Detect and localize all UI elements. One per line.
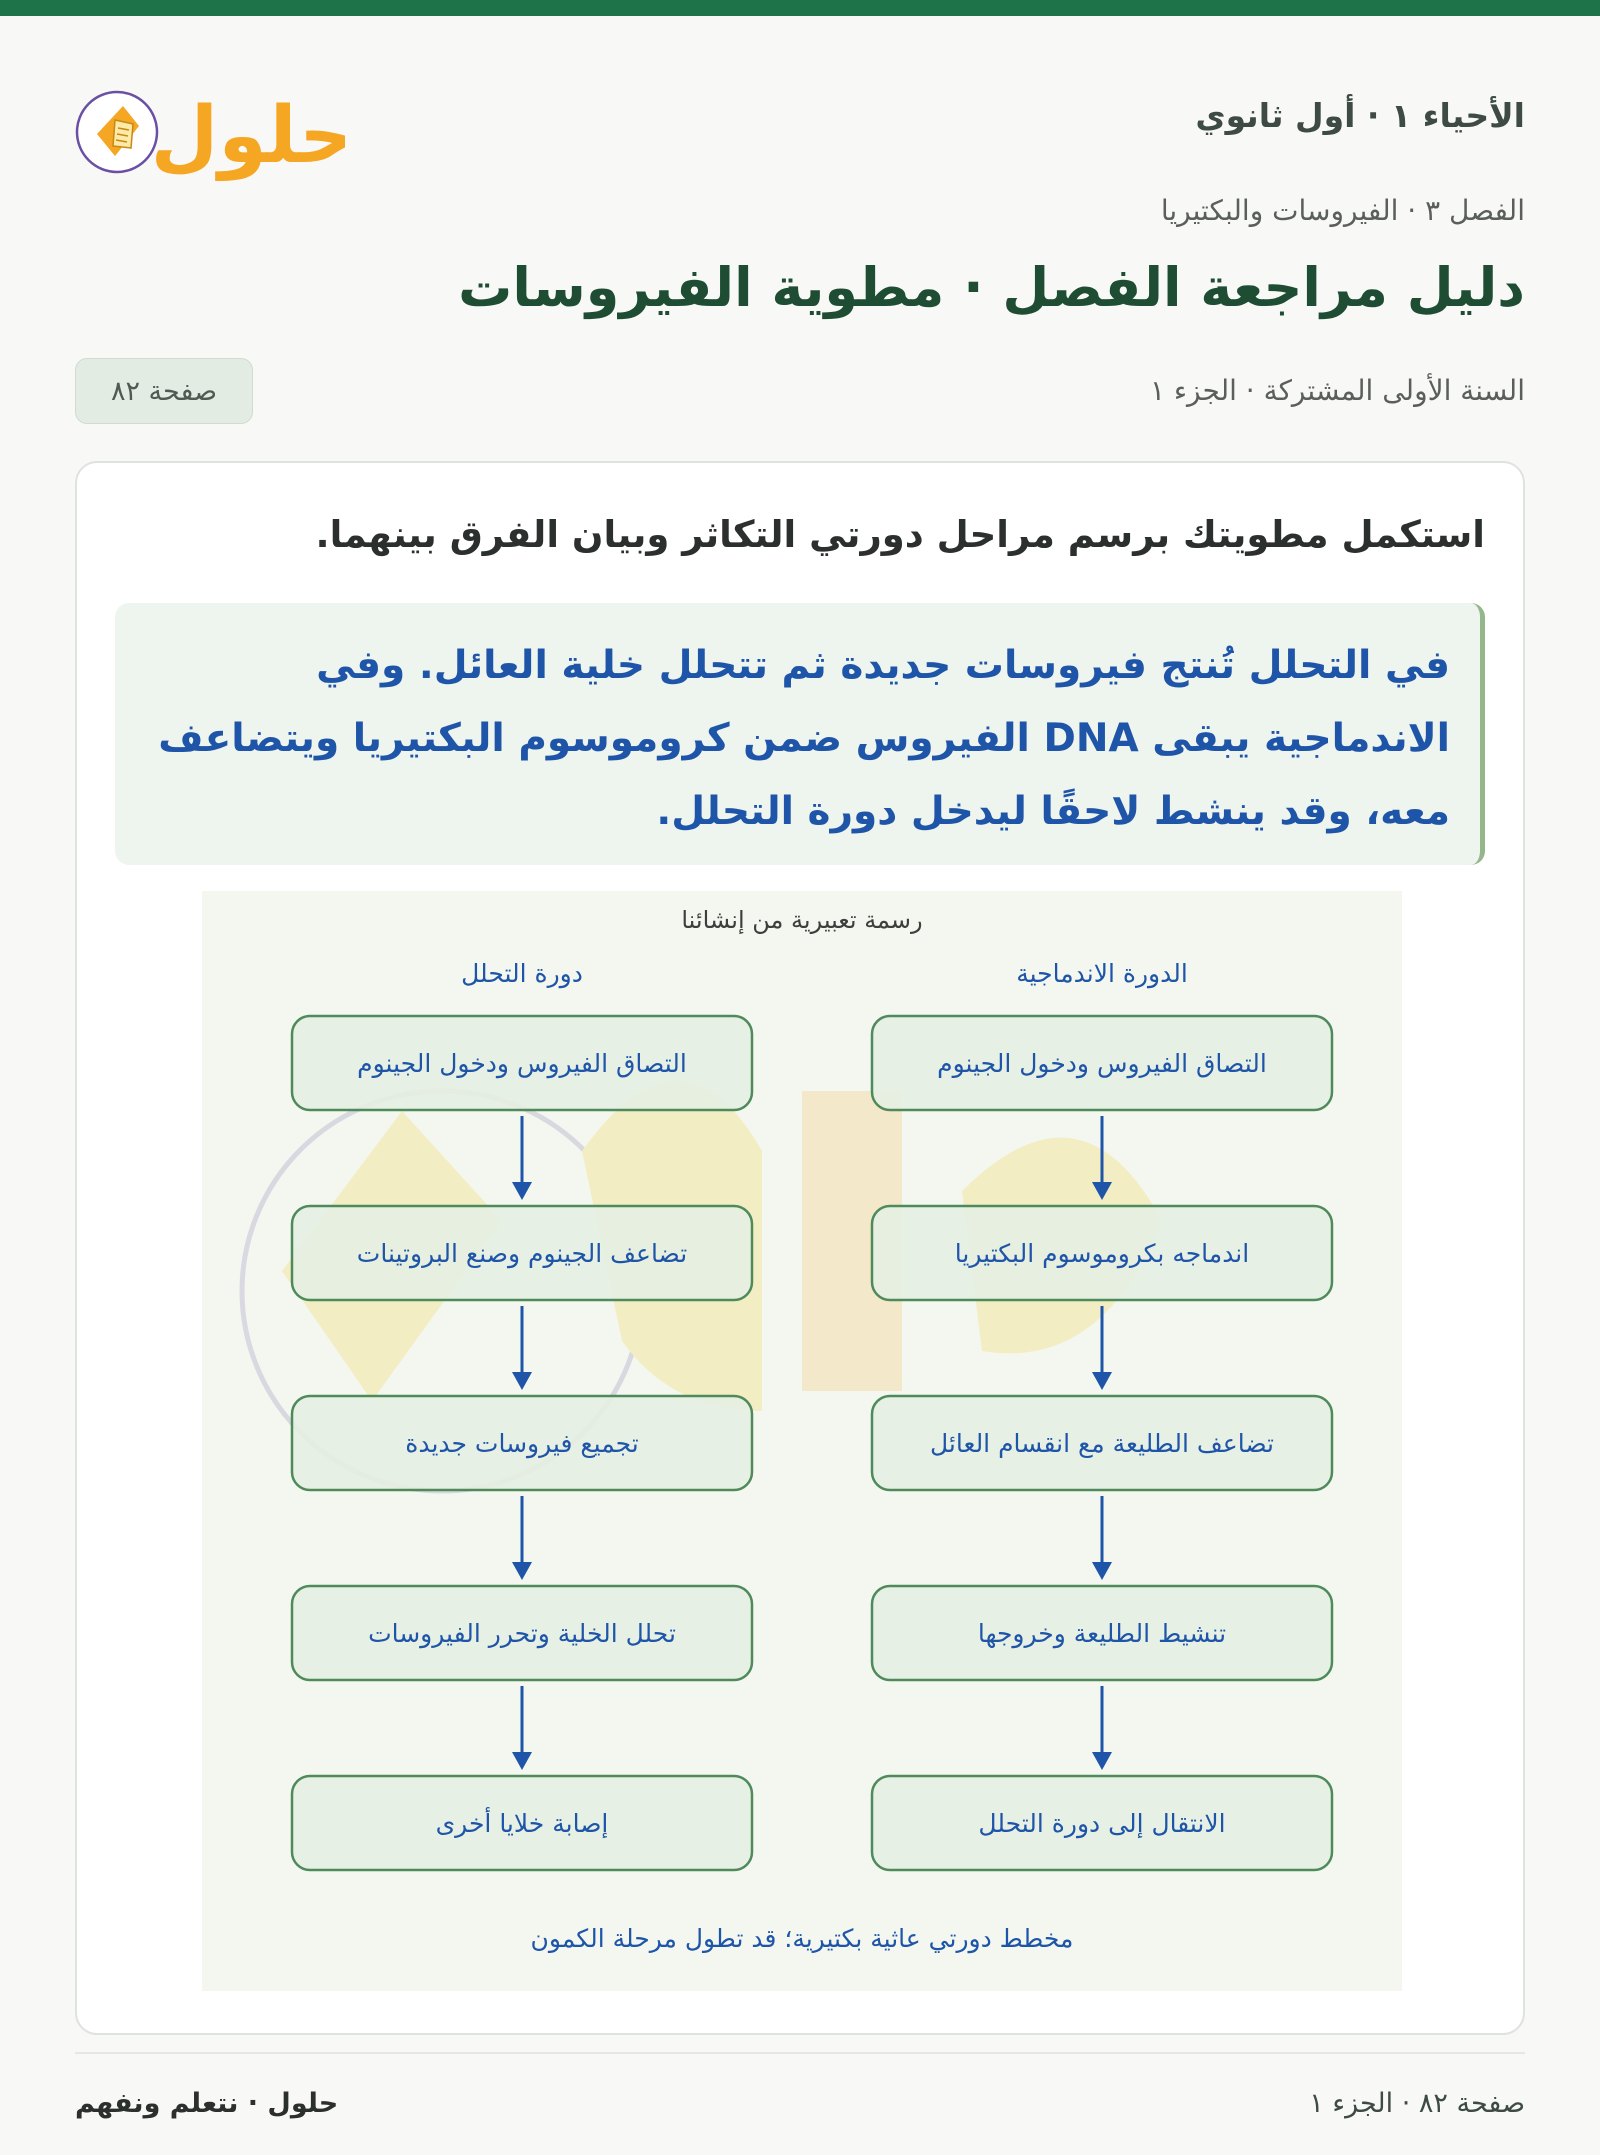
logo-icon xyxy=(75,76,345,186)
arrow-down-icon xyxy=(512,1496,532,1580)
lysogenic-step-4 xyxy=(872,1586,1332,1680)
step-label: تضاعف الطليعة مع انقسام العائل xyxy=(930,1429,1274,1458)
answer-box: في التحلل تُنتج فيروسات جديدة ثم تتحلل خلية العائل. وفي الاندماجية يبقى DNA الفيروس ضمن كروموسوم البكتيريا ويتضاعف معه، وقد ينشط لاحقًا ليدخل دورة التحلل. xyxy=(115,603,1485,865)
top-accent-bar xyxy=(0,0,1600,16)
lysogenic-step-1 xyxy=(872,1016,1332,1110)
step-label: اندماجه بكروموسوم البكتيريا xyxy=(954,1239,1250,1268)
question-text: استكمل مطويتك برسم مراحل دورتي التكاثر وبيان الفرق بينهما. xyxy=(315,513,1485,556)
flow-diagram xyxy=(202,891,1402,1991)
step-label: التصاق الفيروس ودخول الجينوم xyxy=(937,1049,1267,1078)
arrow-down-icon xyxy=(512,1306,532,1390)
footer-brand: حلول · نتعلم ونفهم xyxy=(75,2088,339,2119)
lytic-column-title: دورة التحلل xyxy=(461,959,583,988)
lytic-step-2 xyxy=(292,1206,752,1300)
page-badge: صفحة ٨٢ xyxy=(75,358,253,424)
step-label: التصاق الفيروس ودخول الجينوم xyxy=(357,1049,687,1078)
diagram-caption-top: رسمة تعبيرية من إنشائنا xyxy=(681,906,923,934)
arrow-down-icon xyxy=(1092,1496,1112,1580)
step-label: تنشيط الطليعة وخروجها xyxy=(977,1619,1227,1648)
diagram-caption-bottom: مخطط دورتي عاثية بكتيرية؛ قد تطول مرحلة الكمون xyxy=(530,1924,1074,1953)
meta-label: السنة الأولى المشتركة · الجزء ١ xyxy=(1149,374,1525,407)
footer-page-info: صفحة ٨٢ · الجزء ١ xyxy=(1309,2088,1525,2119)
step-label: إصابة خلايا أخرى xyxy=(435,1809,609,1838)
step-label: الانتقال إلى دورة التحلل xyxy=(978,1809,1226,1838)
lysogenic-step-3 xyxy=(872,1396,1332,1490)
arrow-down-icon xyxy=(1092,1686,1112,1770)
lytic-step-1 xyxy=(292,1016,752,1110)
step-label: تجميع فيروسات جديدة xyxy=(405,1429,639,1458)
step-label: تحلل الخلية وتحرر الفيروسات xyxy=(368,1619,676,1648)
lytic-step-4 xyxy=(292,1586,752,1680)
lysogenic-step-2 xyxy=(872,1206,1332,1300)
diagram xyxy=(202,891,1402,1991)
logo[interactable] xyxy=(75,76,345,186)
subject-title: الأحياء ١ · أول ثانوي xyxy=(1195,96,1525,135)
arrow-down-icon xyxy=(512,1686,532,1770)
header xyxy=(75,76,1525,186)
page-title: دليل مراجعة الفصل · مطوية الفيروسات xyxy=(458,256,1525,319)
lysogenic-step-5 xyxy=(872,1776,1332,1870)
lytic-step-3 xyxy=(292,1396,752,1490)
page xyxy=(75,16,1525,2155)
lysogenic-column-title: الدورة الاندماجية xyxy=(1016,959,1188,988)
chapter-label: الفصل ٣ · الفيروسات والبكتيريا xyxy=(1160,194,1525,227)
question-card xyxy=(75,461,1525,2035)
lytic-step-5 xyxy=(292,1776,752,1870)
step-label: تضاعف الجينوم وصنع البروتينات xyxy=(356,1239,688,1268)
logo-text: حلول xyxy=(150,91,345,181)
arrow-down-icon xyxy=(512,1116,532,1200)
footer-divider xyxy=(75,2052,1525,2054)
